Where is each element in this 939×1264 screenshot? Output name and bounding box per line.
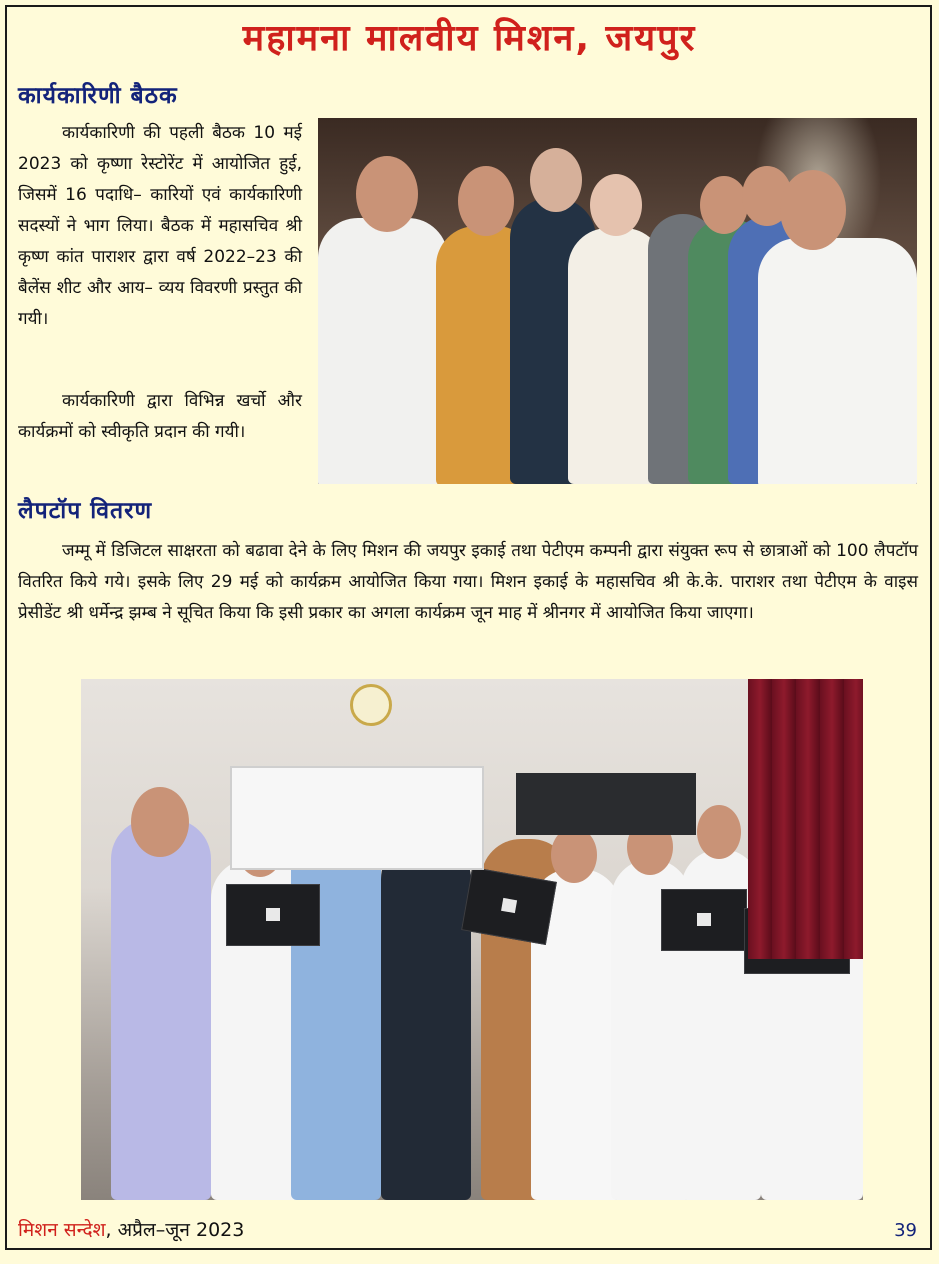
photo-person-head	[697, 805, 741, 859]
publication-name: मिशन सन्देश	[18, 1219, 106, 1241]
section-heading-meeting: कार्यकारिणी बैठक	[18, 83, 178, 109]
photo-person-head	[780, 170, 846, 250]
page-title: महामना मालवीय मिशन, जयपुर	[242, 18, 697, 59]
photo-person-head	[356, 156, 418, 232]
photo-person-head	[551, 827, 597, 883]
photo-person	[318, 218, 448, 484]
photo-person-head	[458, 166, 514, 236]
meeting-group-photo	[318, 118, 917, 484]
meeting-paragraph-1: कार्यकारिणी की पहली बैठक 10 मई 2023 को कृष्णा रेस्टोरेंट में आयोजित हुई, जिसमें 16 पदाधि– कारियों एवं कार्यकारिणी सदस्यों ने भाग लिया। बैठक में महासचिव श्री कृष्ण कांत पाराशर द्वारा वर्ष 2022–23 की बैलेंस शीट और आय– व्यय विवरणी प्रस्तुत की गयी।	[18, 123, 302, 329]
footer-publication	[18, 1217, 244, 1243]
section-heading-laptop: लैपटॉप वितरण	[18, 498, 153, 524]
photo-banner	[230, 766, 484, 870]
photo-person	[381, 839, 471, 1200]
photo-person	[758, 238, 917, 484]
issue-date: , अप्रैल–जून 2023	[105, 1219, 245, 1241]
photo-person	[111, 819, 211, 1200]
meeting-paragraph-2: कार्यकारिणी द्वारा विभिन्न खर्चो और कार्यक्रमों को स्वीकृति प्रदान की गयी।	[18, 391, 302, 442]
laptop-distribution-photo	[81, 679, 863, 1200]
photo-person-head	[590, 174, 642, 236]
wall-clock	[350, 684, 392, 726]
page-number: 39	[894, 1220, 917, 1241]
photo-curtain	[748, 679, 863, 959]
laptop	[461, 867, 557, 945]
photo-screen	[516, 773, 696, 835]
laptop	[661, 889, 747, 951]
photo-person-head	[131, 787, 189, 857]
photo-person-head	[530, 148, 582, 212]
laptop	[226, 884, 320, 946]
laptop-paragraph: जम्मू में डिजिटल साक्षरता को बढावा देने के लिए मिशन की जयपुर इकाई तथा पेटीएम कम्पनी द्वारा संयुक्त रूप से छात्राओं को 100 लैपटॉप वितरित किये गये। इसके लिए 29 मई को कार्यक्रम आयोजित किया गया। मिशन इकाई के महासचिव श्री के.के. पाराशर तथा पेटीएम के वाइस प्रेसीडेंट श्री धर्मेन्द्र झम्ब ने सूचित किया कि इसी प्रकार का अगला कार्यक्रम जून माह में श्रीनगर में आयोजित किया जाएगा।	[18, 541, 918, 623]
